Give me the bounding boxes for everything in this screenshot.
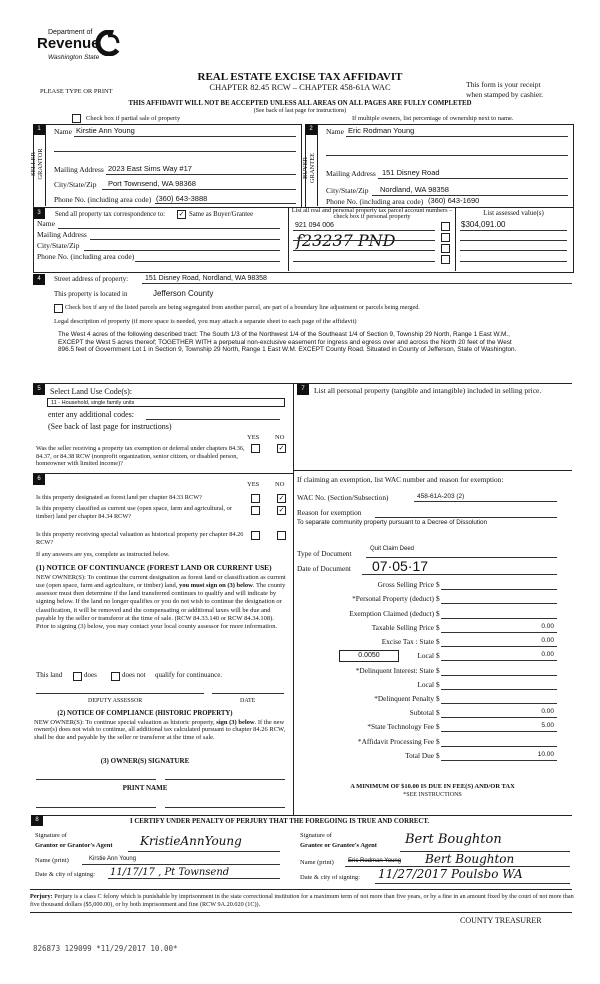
grantor-name-label: Name (print) (35, 857, 69, 864)
divider (30, 912, 572, 913)
underline (106, 174, 296, 175)
fee-line (441, 646, 557, 647)
parcel-header: List all real and personal property tax parcel account numbers – check box if personal property (291, 207, 453, 221)
logo-line3: Washington State (48, 54, 100, 61)
current-use-yes-checkbox[interactable] (251, 506, 260, 515)
fee-label: *State Technology Fee (367, 722, 434, 731)
notice-text: . The county assessor must then determine if the land transferred continues to qualify and will indicate by signing below. If the land no longer qualifies or you do not wish to continue the designation or classification, it will be removed and the compensating or additional taxes will be due and payable by the seller or transferor at the time of sale. (RCW 84.33.140 or RCW 84.34.108). Prior to signing (3) below, you may contact your local county assessor for more information. (36, 582, 286, 630)
currency-symbol: $ (436, 708, 440, 717)
corr-mailing-label: Mailing Address (37, 230, 87, 239)
current-use-question: Is this property classified as current use (open space, farm and agricultural, or timber) land per chapter 84.34 RCW? (36, 505, 232, 520)
grantee-date-label: Date & city of signing: (300, 874, 360, 881)
currency-symbol: $ (436, 580, 440, 589)
receipt-note-1: This form is your receipt (466, 80, 541, 89)
fee-line (441, 717, 557, 718)
currency-symbol: $ (436, 637, 440, 646)
fee-label: Subtotal (409, 708, 434, 717)
does-not-label: does not (122, 671, 146, 679)
fee-value[interactable]: 0.00 (541, 623, 554, 630)
buyer-city[interactable]: Nordland, WA 98358 (380, 185, 449, 194)
historical-no-checkbox[interactable] (277, 531, 286, 540)
currency-symbol: $ (436, 737, 440, 746)
corr-phone-field[interactable] (135, 261, 280, 262)
seller-phone-label: Phone No. (including area code) (54, 195, 152, 204)
current-use-no-checkbox[interactable]: ✓ (278, 506, 285, 514)
grantee-name[interactable]: Bert Boughton (425, 852, 515, 866)
grantee-sig-label-2: Grantee or Grantee's Agent (300, 842, 377, 849)
underline (74, 136, 296, 137)
notice-compliance-title: (2) NOTICE OF COMPLIANCE (HISTORIC PROPERTY) (57, 710, 233, 717)
underline (128, 851, 280, 852)
assessor-date-line[interactable] (212, 693, 284, 694)
currency-symbol: $ (436, 623, 440, 632)
fee-line (441, 660, 557, 661)
divider (288, 207, 289, 271)
buyer-mailing-label: Mailing Address (326, 169, 376, 178)
fee-label: Exemption Claimed (deduct) (349, 609, 434, 618)
doc-date[interactable]: 07·05·17 (372, 558, 429, 574)
doc-date-label: Date of Document (297, 564, 351, 573)
section-number-7: 7 (297, 384, 309, 395)
date-label: DATE (240, 698, 256, 704)
assessed-line (460, 250, 567, 251)
divider (293, 470, 572, 471)
seller-city-label: City/State/Zip (54, 180, 97, 189)
buyer-phone-label: Phone No. (including area code) (326, 197, 424, 206)
land-use-code-field[interactable]: 11 - Household, single family units (47, 398, 285, 407)
yes-header: YES (247, 481, 260, 488)
no-header: NO (275, 434, 285, 441)
forest-land-question: Is this property designated as forest land per chapter 84.33 RCW? (36, 494, 202, 501)
corr-city-field[interactable] (84, 250, 280, 251)
deputy-assessor-sig-line[interactable] (36, 693, 204, 694)
corr-city-label: City/State/Zip (37, 241, 80, 250)
fee-label: *Personal Property (deduct) (352, 594, 434, 603)
divider (33, 473, 293, 474)
fee-line (441, 632, 557, 633)
legal-label: Legal description of property (if more space is needed, you may attach a separate sheet to each page of the affidavit) (54, 318, 357, 325)
grantee-signature[interactable]: Bert Boughton (405, 832, 502, 847)
notice-text: NEW OWNER(S): To continue the current designation as forest land or classification as current use (open space, farm and agriculture, or timber) land, (36, 574, 286, 590)
fee-line (441, 589, 557, 590)
notice-bold: sign (3) below (216, 719, 255, 726)
grantor-sig-label-2: Grantor or Grantor's Agent (35, 842, 113, 849)
underline (414, 501, 557, 502)
currency-symbol: $ (436, 694, 440, 703)
underline (378, 178, 568, 179)
forest-yes-checkbox[interactable] (251, 494, 260, 503)
forest-no-checkbox[interactable]: ✓ (278, 494, 285, 502)
logo-line1: Department of (48, 29, 93, 36)
grantee-date-city[interactable]: 11/27/2017 Poulsbo WA (378, 867, 523, 881)
underline (346, 136, 568, 137)
exemption-label: If claiming an exemption, list WAC number and reason for exemption: (297, 475, 504, 484)
fee-line (441, 689, 557, 690)
currency-symbol: $ (436, 666, 440, 675)
no-header: NO (275, 481, 285, 488)
logo-emblem-icon (92, 30, 126, 56)
fee-line (441, 731, 557, 732)
fee-label: Excise Tax : State (381, 637, 434, 646)
underline (108, 878, 280, 879)
grantor-signature[interactable]: KristieAnnYoung (140, 834, 242, 848)
exemption-no-checkbox[interactable]: ✓ (278, 444, 285, 452)
historical-yes-checkbox[interactable] (251, 531, 260, 540)
notice-text: . If the new owner(s) does not wish to continue, all additional tax calculated pursuant to chapter 84.26 RCW, shall be due and payable by the seller or transferor at the time of sale. (34, 719, 286, 741)
buyer-phone[interactable]: (360) 643-1690 (428, 196, 480, 205)
print-name-line[interactable] (165, 807, 285, 808)
land-use-label: Select Land Use Code(s): (50, 387, 132, 396)
property-county[interactable]: Jefferson County (153, 289, 214, 298)
notice-continuance-text (36, 574, 288, 631)
fee-line (441, 703, 557, 704)
historical-question: Is this property receiving special valuation as historical property per chapter 84.26 RCW? (36, 531, 244, 546)
section-number-5: 5 (33, 384, 45, 395)
buyer-name-line2[interactable] (326, 155, 568, 156)
section-number-3: 3 (33, 208, 45, 219)
parcel-line (293, 261, 435, 262)
currency-symbol: $ (436, 751, 440, 760)
qualify-label: qualify for continuance. (155, 671, 223, 679)
buyer-name-label: Name (326, 127, 344, 136)
exemption-yes-checkbox[interactable] (251, 444, 260, 453)
receipt-note-2: when stamped by cashier. (466, 90, 544, 99)
yes-header: YES (247, 434, 260, 441)
currency-symbol: $ (436, 680, 440, 689)
fee-line (441, 603, 557, 604)
fee-line (441, 618, 557, 619)
divider (33, 815, 572, 816)
corr-mailing-field[interactable] (90, 239, 280, 240)
same-as-buyer-label: Same as Buyer/Grantee (189, 211, 254, 218)
doc-type[interactable]: Quit Claim Deed (370, 546, 415, 552)
fee-label: Local (417, 651, 434, 660)
located-label: This property is located in (54, 290, 128, 298)
notice-text: NEW OWNER(S): To continue special valuation as historic property, (34, 719, 217, 726)
personal-property-label: List all personal property (tangible and intangible) included in selling price. (314, 386, 542, 395)
assessed-line (460, 240, 567, 241)
this-land-label: This land (36, 671, 63, 679)
parcel-line (293, 230, 435, 231)
underline (155, 203, 296, 204)
fee-label: *Delinquent Penalty (374, 694, 434, 703)
print-name-line[interactable] (36, 807, 156, 808)
grantee-name-struck: Eric Rodman Young (348, 858, 402, 864)
certify-statement: I CERTIFY UNDER PENALTY OF PERJURY THAT THE FOREGOING IS TRUE AND CORRECT. (130, 818, 430, 825)
underline (142, 283, 572, 284)
assessed-header: List assessed value(s) (483, 209, 544, 217)
street-label: Street address of property: (54, 275, 129, 283)
fee-label: Taxable Selling Price (371, 623, 434, 632)
fee-value[interactable]: 10.00 (537, 751, 554, 758)
fee-label: Local (417, 680, 434, 689)
does-checkbox[interactable] (73, 672, 82, 681)
perjury-label: Perjury: (30, 893, 53, 900)
personal-property-checkbox[interactable] (441, 222, 450, 231)
buyer-city-label: City/State/Zip (326, 186, 369, 195)
send-correspondence-label: Send all property tax correspondence to: (55, 211, 166, 218)
underline (375, 517, 557, 518)
divider (293, 383, 294, 815)
assessed-line (460, 261, 567, 262)
fee-value[interactable]: 0.00 (541, 708, 554, 715)
grantee-name-label: Name (print) (300, 859, 334, 866)
personal-property-checkbox[interactable] (441, 233, 450, 242)
currency-symbol: $ (436, 594, 440, 603)
fee-value[interactable]: 0.00 (541, 651, 554, 658)
personal-property-checkbox[interactable] (441, 255, 450, 264)
land-use-see-back: (See back of last page for instructions) (48, 422, 172, 431)
section-number-4: 4 (33, 274, 45, 285)
owner-signature-label: (3) OWNER(S) SIGNATURE (100, 757, 190, 765)
seller-side-label: SELLER GRANTOR (30, 148, 44, 180)
currency-symbol: $ (436, 651, 440, 660)
exemption-question: Was the seller receiving a property tax exemption or deferral under chapters 84.36, 84.37, or 84.38 RCW (nonprofit organization, senior citizen, or disabled person, homeowner with limited income)? (36, 445, 245, 468)
grantor-date-label: Date & city of signing: (35, 871, 95, 878)
grantor-name[interactable]: Kirstie Ann Young (89, 856, 137, 862)
does-label: does (84, 671, 97, 679)
fee-label: *Affidavit Processing Fee (357, 737, 434, 746)
county-treasurer-label: COUNTY TREASURER (460, 916, 542, 925)
personal-property-checkbox[interactable] (441, 244, 450, 253)
multiple-owners-note: If multiple owners, list percentage of ownership next to name. (352, 115, 514, 122)
warning-text: THIS AFFIDAVIT WILL NOT BE ACCEPTED UNLESS ALL AREAS ON ALL PAGES ARE FULLY COMPLETED (128, 100, 472, 107)
fee-label: Total Due (405, 751, 434, 760)
underline (375, 883, 570, 884)
parcel-number[interactable]: 921 094 006 (295, 222, 334, 229)
does-not-checkbox[interactable] (111, 672, 120, 681)
deputy-assessor-label: DEPUTY ASSESSOR (88, 698, 143, 704)
logo-line2: Revenue (37, 35, 100, 52)
underline (362, 574, 557, 575)
seller-name-label: Name (54, 127, 72, 136)
fee-value[interactable]: 5.00 (541, 722, 554, 729)
seller-mailing[interactable]: 2023 East Sims Way #17 (108, 164, 192, 173)
parcel-line (293, 240, 435, 241)
partial-sale-checkbox[interactable] (72, 114, 81, 123)
parcel-line (293, 250, 435, 251)
wac-label: WAC No. (Section/Subsection) (297, 493, 389, 502)
same-as-buyer-checkbox[interactable]: ✓ (178, 210, 185, 218)
seller-name[interactable]: Kirstie Ann Young (76, 126, 135, 135)
receipt-stamp: 826873 129099 *11/29/2017 10.00* (33, 944, 178, 953)
notice-continuance-title: (1) NOTICE OF CONTINUANCE (FOREST LAND OR CURRENT USE) (36, 563, 272, 572)
doc-type-label: Type of Document (297, 549, 352, 558)
handwritten-parcel-note: f23237 PND (296, 231, 396, 250)
grantor-sig-label-1: Signature of (35, 832, 67, 839)
grantor-date-city[interactable]: 11/17/17 , Pt Townsend (110, 867, 230, 878)
buyer-name[interactable]: Eric Rodman Young (348, 126, 415, 135)
chapter-ref: CHAPTER 82.45 RCW – CHAPTER 458-61A WAC (209, 82, 391, 92)
underline (82, 864, 280, 865)
section-number-8: 8 (31, 815, 43, 826)
reason-label: Reason for exemption (297, 508, 362, 517)
fee-value[interactable]: 0.00 (541, 637, 554, 644)
corr-name-label: Name (37, 219, 55, 228)
section-number-6: 6 (33, 474, 45, 485)
corr-phone-label: Phone No. (including area code) (37, 252, 135, 261)
if-yes-note: If any answers are yes, complete as instructed below. (36, 551, 170, 558)
additional-codes-label: enter any additional codes: (48, 410, 134, 419)
minimum-due-note: A MINIMUM OF $10.00 IS DUE IN FEE(S) AND/OR TAX (350, 783, 515, 790)
local-rate-box[interactable]: 0.0050 (339, 650, 399, 662)
owner-signature-line[interactable] (36, 779, 156, 780)
exemption-reason[interactable]: To separate community property pursuant to a Decree of Dissolution (297, 519, 488, 526)
notice-compliance-text (34, 719, 288, 741)
section-number-2: 2 (305, 124, 317, 135)
additional-codes-field[interactable] (146, 419, 280, 420)
divider (30, 889, 572, 890)
wac-number[interactable]: 458-61A-203 (2) (417, 493, 465, 500)
seller-name-line2[interactable] (54, 151, 296, 152)
currency-symbol: $ (436, 609, 440, 618)
perjury-notice (30, 893, 575, 909)
form-title: REAL ESTATE EXCISE TAX AFFIDAVIT (197, 71, 403, 83)
partial-sale-label: Check box if partial sale of property (86, 115, 181, 122)
buyer-side-label: BUYER GRANTEE (302, 152, 316, 184)
please-print: PLEASE TYPE OR PRINT (40, 88, 113, 95)
currency-symbol: $ (436, 722, 440, 731)
grantee-sig-label-1: Signature of (300, 832, 332, 839)
perjury-text: Perjury is a class C felony which is punishable by imprisonment in the state correctional institution for a maximum term of not more than five years, or by a fine in an amount fixed by the court of not more than five thousand dollars ($5,000.00), or by both imprisonment and fine (RCW 9A.20.020 (1C)). (30, 893, 574, 909)
property-street[interactable]: 151 Disney Road, Nordland, WA 98358 (145, 275, 267, 282)
fee-line (441, 675, 557, 676)
fee-label: Gross Selling Price (377, 580, 434, 589)
fee-line (441, 760, 557, 761)
fee-line (441, 746, 557, 747)
seller-mailing-label: Mailing Address (54, 165, 104, 174)
underline (102, 189, 296, 190)
seller-phone[interactable]: (360) 643-3888 (156, 194, 208, 203)
see-instructions: *SEE INSTRUCTIONS (403, 792, 462, 798)
see-back: (See back of last page for instructions) (253, 108, 347, 114)
notice-bold: you must sign on (3) below (178, 582, 253, 590)
buyer-mailing[interactable]: 151 Disney Road (382, 168, 440, 177)
legal-description[interactable]: The West 4 acres of the following described tract: The South 1/3 of the Northwest 1/4 of the Southeast 1/4 of Section 9, Township 29 North, Range 1 East W.M., EXCEPT the West 5 acres thereof; TOGETHER WITH a perpetual non-exclusive easement for ingress and egress over and across the North 20 feet of the West 896.5 feet of Government Lot 1 in Section 9, Township 29 North, Range 1 East W.M. EXCEPT County Road. Situated in County of Jefferson, State of Washington. (58, 331, 517, 354)
segregated-label: Check box if any of the listed parcels are being segregated from another parcel, are part of a boundary line adjustment or parcels being merged. (65, 304, 420, 311)
assessed-value[interactable]: $304,091.00 (461, 220, 506, 229)
corr-name-field[interactable] (58, 228, 280, 229)
print-name-label: PRINT NAME (122, 784, 168, 792)
segregated-checkbox[interactable] (54, 304, 63, 313)
seller-city[interactable]: Port Townsend, WA 98368 (108, 179, 196, 188)
fee-label: *Delinquent Interest: State (355, 666, 434, 675)
section-number-1: 1 (33, 124, 45, 135)
assessed-line (460, 230, 567, 231)
owner-signature-line[interactable] (165, 779, 285, 780)
